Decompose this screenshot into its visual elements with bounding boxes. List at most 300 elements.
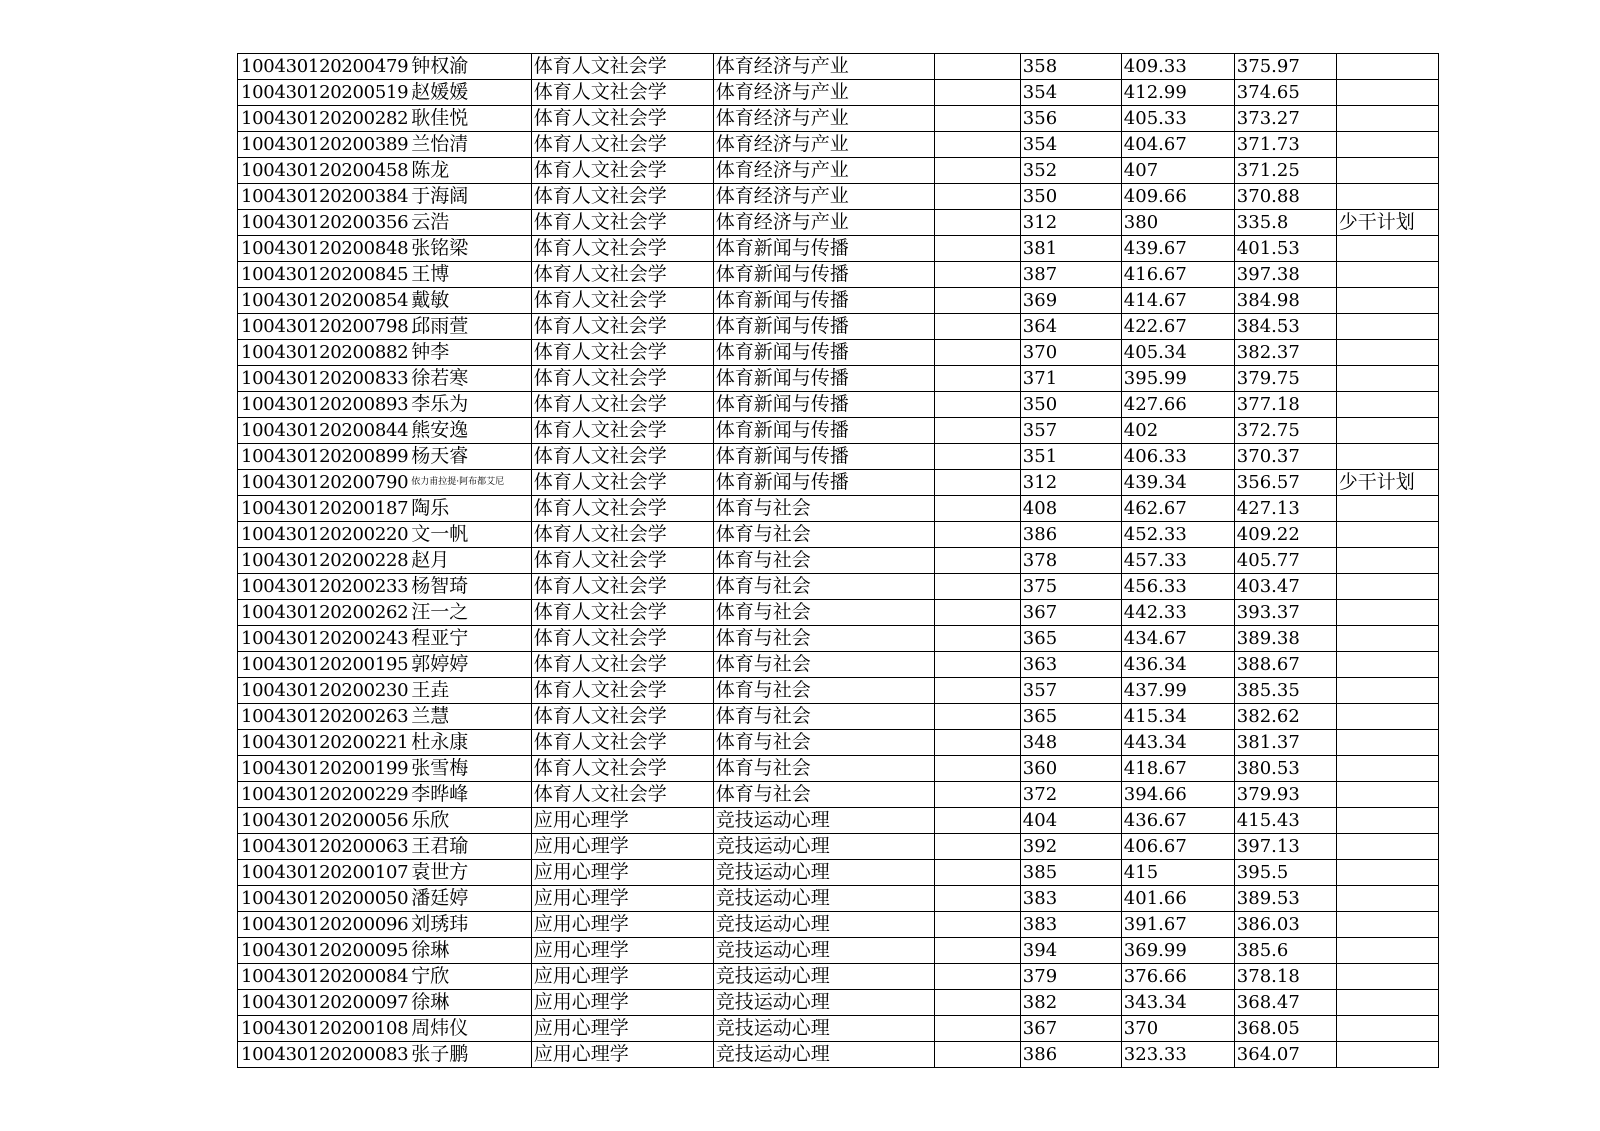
note-cell	[1336, 600, 1438, 626]
student-name-cell: 戴敏	[410, 288, 531, 314]
exam-id-cell: 100430120200854	[238, 288, 411, 314]
department-cell: 应用心理学	[531, 938, 713, 964]
major-cell: 体育与社会	[713, 522, 934, 548]
initial-score-cell: 375	[1020, 574, 1121, 600]
major-cell: 体育与社会	[713, 678, 934, 704]
note-cell	[1336, 236, 1438, 262]
note-cell	[1336, 522, 1438, 548]
department-cell: 应用心理学	[531, 886, 713, 912]
exam-id-cell: 100430120200798	[238, 314, 411, 340]
total-score-cell: 370.88	[1234, 184, 1336, 210]
major-cell: 竞技运动心理	[713, 886, 934, 912]
table-row	[238, 964, 1439, 990]
note-cell	[1336, 548, 1438, 574]
department-cell: 体育人文社会学	[531, 730, 713, 756]
total-score-cell: 384.53	[1234, 314, 1336, 340]
note-cell	[1336, 990, 1438, 1016]
department-cell: 体育人文社会学	[531, 470, 713, 496]
total-score-cell: 389.53	[1234, 886, 1336, 912]
department-cell: 体育人文社会学	[531, 210, 713, 236]
student-name-cell: 潘廷婷	[410, 886, 531, 912]
blank-cell	[934, 80, 1020, 106]
retest-score-cell: 407	[1121, 158, 1234, 184]
note-cell	[1336, 288, 1438, 314]
table-row	[238, 132, 1439, 158]
retest-score-cell: 443.34	[1121, 730, 1234, 756]
table-row	[238, 80, 1439, 106]
student-name-cell: 赵媛媛	[410, 80, 531, 106]
note-cell	[1336, 1042, 1438, 1068]
table-row	[238, 990, 1439, 1016]
exam-id-cell: 100430120200833	[238, 366, 411, 392]
department-cell: 体育人文社会学	[531, 756, 713, 782]
blank-cell	[934, 444, 1020, 470]
department-cell: 体育人文社会学	[531, 548, 713, 574]
initial-score-cell: 392	[1020, 834, 1121, 860]
department-cell: 体育人文社会学	[531, 288, 713, 314]
table-row	[238, 236, 1439, 262]
blank-cell	[934, 132, 1020, 158]
blank-cell	[934, 158, 1020, 184]
note-cell	[1336, 964, 1438, 990]
blank-cell	[934, 938, 1020, 964]
student-name-cell: 张子鹏	[410, 1042, 531, 1068]
exam-id-cell: 100430120200220	[238, 522, 411, 548]
blank-cell	[934, 808, 1020, 834]
department-cell: 体育人文社会学	[531, 80, 713, 106]
exam-id-cell: 100430120200063	[238, 834, 411, 860]
exam-id-cell: 100430120200790	[238, 470, 411, 496]
exam-id-cell: 100430120200356	[238, 210, 411, 236]
initial-score-cell: 383	[1020, 886, 1121, 912]
initial-score-cell: 386	[1020, 1042, 1121, 1068]
note-cell	[1336, 132, 1438, 158]
total-score-cell: 371.73	[1234, 132, 1336, 158]
initial-score-cell: 367	[1020, 1016, 1121, 1042]
table-row	[238, 782, 1439, 808]
retest-score-cell: 406.67	[1121, 834, 1234, 860]
student-name-cell: 杨智琦	[410, 574, 531, 600]
blank-cell	[934, 418, 1020, 444]
major-cell: 体育经济与产业	[713, 54, 934, 80]
department-cell: 体育人文社会学	[531, 652, 713, 678]
note-cell	[1336, 106, 1438, 132]
initial-score-cell: 383	[1020, 912, 1121, 938]
student-name-cell: 郭婷婷	[410, 652, 531, 678]
total-score-cell: 403.47	[1234, 574, 1336, 600]
note-cell	[1336, 184, 1438, 210]
exam-id-cell: 100430120200108	[238, 1016, 411, 1042]
initial-score-cell: 367	[1020, 600, 1121, 626]
initial-score-cell: 381	[1020, 236, 1121, 262]
retest-score-cell: 380	[1121, 210, 1234, 236]
exam-id-cell: 100430120200083	[238, 1042, 411, 1068]
major-cell: 体育新闻与传播	[713, 392, 934, 418]
exam-id-cell: 100430120200845	[238, 262, 411, 288]
retest-score-cell: 395.99	[1121, 366, 1234, 392]
blank-cell	[934, 470, 1020, 496]
major-cell: 体育新闻与传播	[713, 340, 934, 366]
blank-cell	[934, 392, 1020, 418]
table-body	[238, 54, 1439, 1068]
major-cell: 体育与社会	[713, 704, 934, 730]
exam-id-cell: 100430120200050	[238, 886, 411, 912]
note-cell	[1336, 912, 1438, 938]
student-name-cell: 于海阔	[410, 184, 531, 210]
retest-score-cell: 409.33	[1121, 54, 1234, 80]
exam-id-cell: 100430120200228	[238, 548, 411, 574]
retest-score-cell: 401.66	[1121, 886, 1234, 912]
table-row	[238, 834, 1439, 860]
blank-cell	[934, 782, 1020, 808]
total-score-cell: 378.18	[1234, 964, 1336, 990]
table-row	[238, 314, 1439, 340]
blank-cell	[934, 964, 1020, 990]
total-score-cell: 375.97	[1234, 54, 1336, 80]
blank-cell	[934, 678, 1020, 704]
total-score-cell: 401.53	[1234, 236, 1336, 262]
retest-score-cell: 436.67	[1121, 808, 1234, 834]
student-name-cell: 邱雨萱	[410, 314, 531, 340]
department-cell: 体育人文社会学	[531, 106, 713, 132]
department-cell: 体育人文社会学	[531, 366, 713, 392]
total-score-cell: 364.07	[1234, 1042, 1336, 1068]
department-cell: 应用心理学	[531, 834, 713, 860]
initial-score-cell: 350	[1020, 184, 1121, 210]
retest-score-cell: 415	[1121, 860, 1234, 886]
blank-cell	[934, 548, 1020, 574]
note-cell	[1336, 938, 1438, 964]
blank-cell	[934, 574, 1020, 600]
student-name-cell: 杨天睿	[410, 444, 531, 470]
major-cell: 竞技运动心理	[713, 1042, 934, 1068]
initial-score-cell: 386	[1020, 522, 1121, 548]
student-name-cell: 徐琳	[410, 990, 531, 1016]
table-row	[238, 444, 1439, 470]
student-name-cell: 程亚宁	[410, 626, 531, 652]
student-name-cell: 耿佳悦	[410, 106, 531, 132]
retest-score-cell: 416.67	[1121, 262, 1234, 288]
exam-id-cell: 100430120200389	[238, 132, 411, 158]
major-cell: 体育与社会	[713, 730, 934, 756]
total-score-cell: 382.62	[1234, 704, 1336, 730]
initial-score-cell: 351	[1020, 444, 1121, 470]
student-name-cell: 文一帆	[410, 522, 531, 548]
table-row	[238, 756, 1439, 782]
total-score-cell: 370.37	[1234, 444, 1336, 470]
retest-score-cell: 456.33	[1121, 574, 1234, 600]
major-cell: 体育经济与产业	[713, 158, 934, 184]
table-row	[238, 288, 1439, 314]
exam-id-cell: 100430120200848	[238, 236, 411, 262]
blank-cell	[934, 366, 1020, 392]
initial-score-cell: 378	[1020, 548, 1121, 574]
exam-id-cell: 100430120200056	[238, 808, 411, 834]
note-cell	[1336, 392, 1438, 418]
total-score-cell: 405.77	[1234, 548, 1336, 574]
note-cell	[1336, 730, 1438, 756]
major-cell: 体育新闻与传播	[713, 262, 934, 288]
table-row	[238, 808, 1439, 834]
note-cell: 少干计划	[1336, 210, 1438, 236]
retest-score-cell: 405.34	[1121, 340, 1234, 366]
table-row	[238, 366, 1439, 392]
department-cell: 体育人文社会学	[531, 340, 713, 366]
student-name-cell: 王博	[410, 262, 531, 288]
initial-score-cell: 348	[1020, 730, 1121, 756]
blank-cell	[934, 730, 1020, 756]
blank-cell	[934, 210, 1020, 236]
retest-score-cell: 422.67	[1121, 314, 1234, 340]
major-cell: 竞技运动心理	[713, 808, 934, 834]
total-score-cell: 385.35	[1234, 678, 1336, 704]
total-score-cell: 397.38	[1234, 262, 1336, 288]
department-cell: 体育人文社会学	[531, 600, 713, 626]
total-score-cell: 379.93	[1234, 782, 1336, 808]
major-cell: 体育新闻与传播	[713, 470, 934, 496]
note-cell	[1336, 496, 1438, 522]
retest-score-cell: 405.33	[1121, 106, 1234, 132]
exam-id-cell: 100430120200479	[238, 54, 411, 80]
total-score-cell: 368.47	[1234, 990, 1336, 1016]
initial-score-cell: 382	[1020, 990, 1121, 1016]
table-row	[238, 626, 1439, 652]
major-cell: 体育新闻与传播	[713, 418, 934, 444]
retest-score-cell: 343.34	[1121, 990, 1234, 1016]
initial-score-cell: 385	[1020, 860, 1121, 886]
blank-cell	[934, 756, 1020, 782]
retest-score-cell: 376.66	[1121, 964, 1234, 990]
note-cell	[1336, 54, 1438, 80]
department-cell: 应用心理学	[531, 808, 713, 834]
table-row	[238, 1042, 1439, 1068]
table-row	[238, 470, 1439, 496]
student-name-cell: 张雪梅	[410, 756, 531, 782]
major-cell: 体育与社会	[713, 756, 934, 782]
score-table	[237, 53, 1439, 1068]
table-row	[238, 158, 1439, 184]
table-row	[238, 418, 1439, 444]
student-name-cell: 赵月	[410, 548, 531, 574]
initial-score-cell: 354	[1020, 80, 1121, 106]
table-row	[238, 392, 1439, 418]
department-cell: 体育人文社会学	[531, 262, 713, 288]
initial-score-cell: 365	[1020, 626, 1121, 652]
retest-score-cell: 462.67	[1121, 496, 1234, 522]
table-row	[238, 860, 1439, 886]
student-name-cell: 熊安逸	[410, 418, 531, 444]
major-cell: 体育与社会	[713, 782, 934, 808]
major-cell: 竞技运动心理	[713, 990, 934, 1016]
table-row	[238, 574, 1439, 600]
student-name-cell: 依力甫拉提·阿布都艾尼	[410, 470, 531, 496]
total-score-cell: 335.8	[1234, 210, 1336, 236]
exam-id-cell: 100430120200084	[238, 964, 411, 990]
blank-cell	[934, 184, 1020, 210]
department-cell: 体育人文社会学	[531, 236, 713, 262]
retest-score-cell: 415.34	[1121, 704, 1234, 730]
exam-id-cell: 100430120200097	[238, 990, 411, 1016]
student-name-cell: 陶乐	[410, 496, 531, 522]
note-cell	[1336, 80, 1438, 106]
table-row	[238, 938, 1439, 964]
retest-score-cell: 414.67	[1121, 288, 1234, 314]
total-score-cell: 380.53	[1234, 756, 1336, 782]
note-cell	[1336, 340, 1438, 366]
retest-score-cell: 412.99	[1121, 80, 1234, 106]
student-name-cell: 汪一之	[410, 600, 531, 626]
initial-score-cell: 371	[1020, 366, 1121, 392]
student-name-cell: 王君瑜	[410, 834, 531, 860]
initial-score-cell: 354	[1020, 132, 1121, 158]
blank-cell	[934, 704, 1020, 730]
major-cell: 竞技运动心理	[713, 938, 934, 964]
table-row	[238, 886, 1439, 912]
retest-score-cell: 439.67	[1121, 236, 1234, 262]
table-row	[238, 496, 1439, 522]
student-name-cell: 李乐为	[410, 392, 531, 418]
retest-score-cell: 457.33	[1121, 548, 1234, 574]
department-cell: 体育人文社会学	[531, 444, 713, 470]
blank-cell	[934, 626, 1020, 652]
student-name-cell: 兰怡清	[410, 132, 531, 158]
department-cell: 体育人文社会学	[531, 54, 713, 80]
retest-score-cell: 434.67	[1121, 626, 1234, 652]
table-row	[238, 652, 1439, 678]
total-score-cell: 377.18	[1234, 392, 1336, 418]
exam-id-cell: 100430120200199	[238, 756, 411, 782]
note-cell	[1336, 314, 1438, 340]
initial-score-cell: 372	[1020, 782, 1121, 808]
total-score-cell: 384.98	[1234, 288, 1336, 314]
total-score-cell: 395.5	[1234, 860, 1336, 886]
department-cell: 应用心理学	[531, 990, 713, 1016]
table-row	[238, 184, 1439, 210]
total-score-cell: 372.75	[1234, 418, 1336, 444]
note-cell	[1336, 1016, 1438, 1042]
blank-cell	[934, 1016, 1020, 1042]
major-cell: 体育新闻与传播	[713, 288, 934, 314]
exam-id-cell: 100430120200243	[238, 626, 411, 652]
table-row	[238, 730, 1439, 756]
blank-cell	[934, 236, 1020, 262]
table-row	[238, 340, 1439, 366]
blank-cell	[934, 834, 1020, 860]
major-cell: 体育与社会	[713, 496, 934, 522]
note-cell	[1336, 418, 1438, 444]
table-row	[238, 912, 1439, 938]
blank-cell	[934, 106, 1020, 132]
major-cell: 体育新闻与传播	[713, 236, 934, 262]
student-name-cell: 袁世方	[410, 860, 531, 886]
student-name-cell: 王垚	[410, 678, 531, 704]
major-cell: 体育与社会	[713, 548, 934, 574]
department-cell: 应用心理学	[531, 912, 713, 938]
exam-id-cell: 100430120200230	[238, 678, 411, 704]
exam-id-cell: 100430120200233	[238, 574, 411, 600]
blank-cell	[934, 600, 1020, 626]
note-cell	[1336, 886, 1438, 912]
student-name-cell: 杜永康	[410, 730, 531, 756]
department-cell: 体育人文社会学	[531, 626, 713, 652]
exam-id-cell: 100430120200282	[238, 106, 411, 132]
initial-score-cell: 404	[1020, 808, 1121, 834]
student-name-cell: 刘琇玮	[410, 912, 531, 938]
initial-score-cell: 387	[1020, 262, 1121, 288]
department-cell: 体育人文社会学	[531, 418, 713, 444]
note-cell	[1336, 678, 1438, 704]
department-cell: 体育人文社会学	[531, 314, 713, 340]
major-cell: 体育经济与产业	[713, 184, 934, 210]
table-row	[238, 262, 1439, 288]
note-cell	[1336, 756, 1438, 782]
retest-score-cell: 452.33	[1121, 522, 1234, 548]
exam-id-cell: 100430120200844	[238, 418, 411, 444]
department-cell: 应用心理学	[531, 860, 713, 886]
major-cell: 体育与社会	[713, 626, 934, 652]
retest-score-cell: 369.99	[1121, 938, 1234, 964]
table-row	[238, 600, 1439, 626]
department-cell: 体育人文社会学	[531, 704, 713, 730]
table-row	[238, 704, 1439, 730]
note-cell	[1336, 366, 1438, 392]
student-name-cell: 宁欣	[410, 964, 531, 990]
blank-cell	[934, 288, 1020, 314]
major-cell: 体育经济与产业	[713, 132, 934, 158]
student-name-cell: 兰慧	[410, 704, 531, 730]
retest-score-cell: 427.66	[1121, 392, 1234, 418]
table-row	[238, 548, 1439, 574]
total-score-cell: 374.65	[1234, 80, 1336, 106]
note-cell: 少干计划	[1336, 470, 1438, 496]
note-cell	[1336, 652, 1438, 678]
major-cell: 体育与社会	[713, 652, 934, 678]
initial-score-cell: 356	[1020, 106, 1121, 132]
student-name-cell: 周炜仪	[410, 1016, 531, 1042]
department-cell: 应用心理学	[531, 964, 713, 990]
retest-score-cell: 418.67	[1121, 756, 1234, 782]
department-cell: 应用心理学	[531, 1016, 713, 1042]
retest-score-cell: 323.33	[1121, 1042, 1234, 1068]
student-name-cell: 徐若寒	[410, 366, 531, 392]
note-cell	[1336, 782, 1438, 808]
table-row	[238, 210, 1439, 236]
major-cell: 体育新闻与传播	[713, 314, 934, 340]
initial-score-cell: 394	[1020, 938, 1121, 964]
total-score-cell: 389.38	[1234, 626, 1336, 652]
exam-id-cell: 100430120200187	[238, 496, 411, 522]
department-cell: 体育人文社会学	[531, 184, 713, 210]
department-cell: 应用心理学	[531, 1042, 713, 1068]
blank-cell	[934, 1042, 1020, 1068]
note-cell	[1336, 834, 1438, 860]
total-score-cell: 382.37	[1234, 340, 1336, 366]
blank-cell	[934, 652, 1020, 678]
blank-cell	[934, 54, 1020, 80]
major-cell: 体育新闻与传播	[713, 444, 934, 470]
exam-id-cell: 100430120200893	[238, 392, 411, 418]
exam-id-cell: 100430120200263	[238, 704, 411, 730]
initial-score-cell: 370	[1020, 340, 1121, 366]
total-score-cell: 371.25	[1234, 158, 1336, 184]
exam-id-cell: 100430120200195	[238, 652, 411, 678]
exam-id-cell: 100430120200519	[238, 80, 411, 106]
retest-score-cell: 394.66	[1121, 782, 1234, 808]
major-cell: 体育与社会	[713, 574, 934, 600]
retest-score-cell: 409.66	[1121, 184, 1234, 210]
department-cell: 体育人文社会学	[531, 678, 713, 704]
initial-score-cell: 358	[1020, 54, 1121, 80]
